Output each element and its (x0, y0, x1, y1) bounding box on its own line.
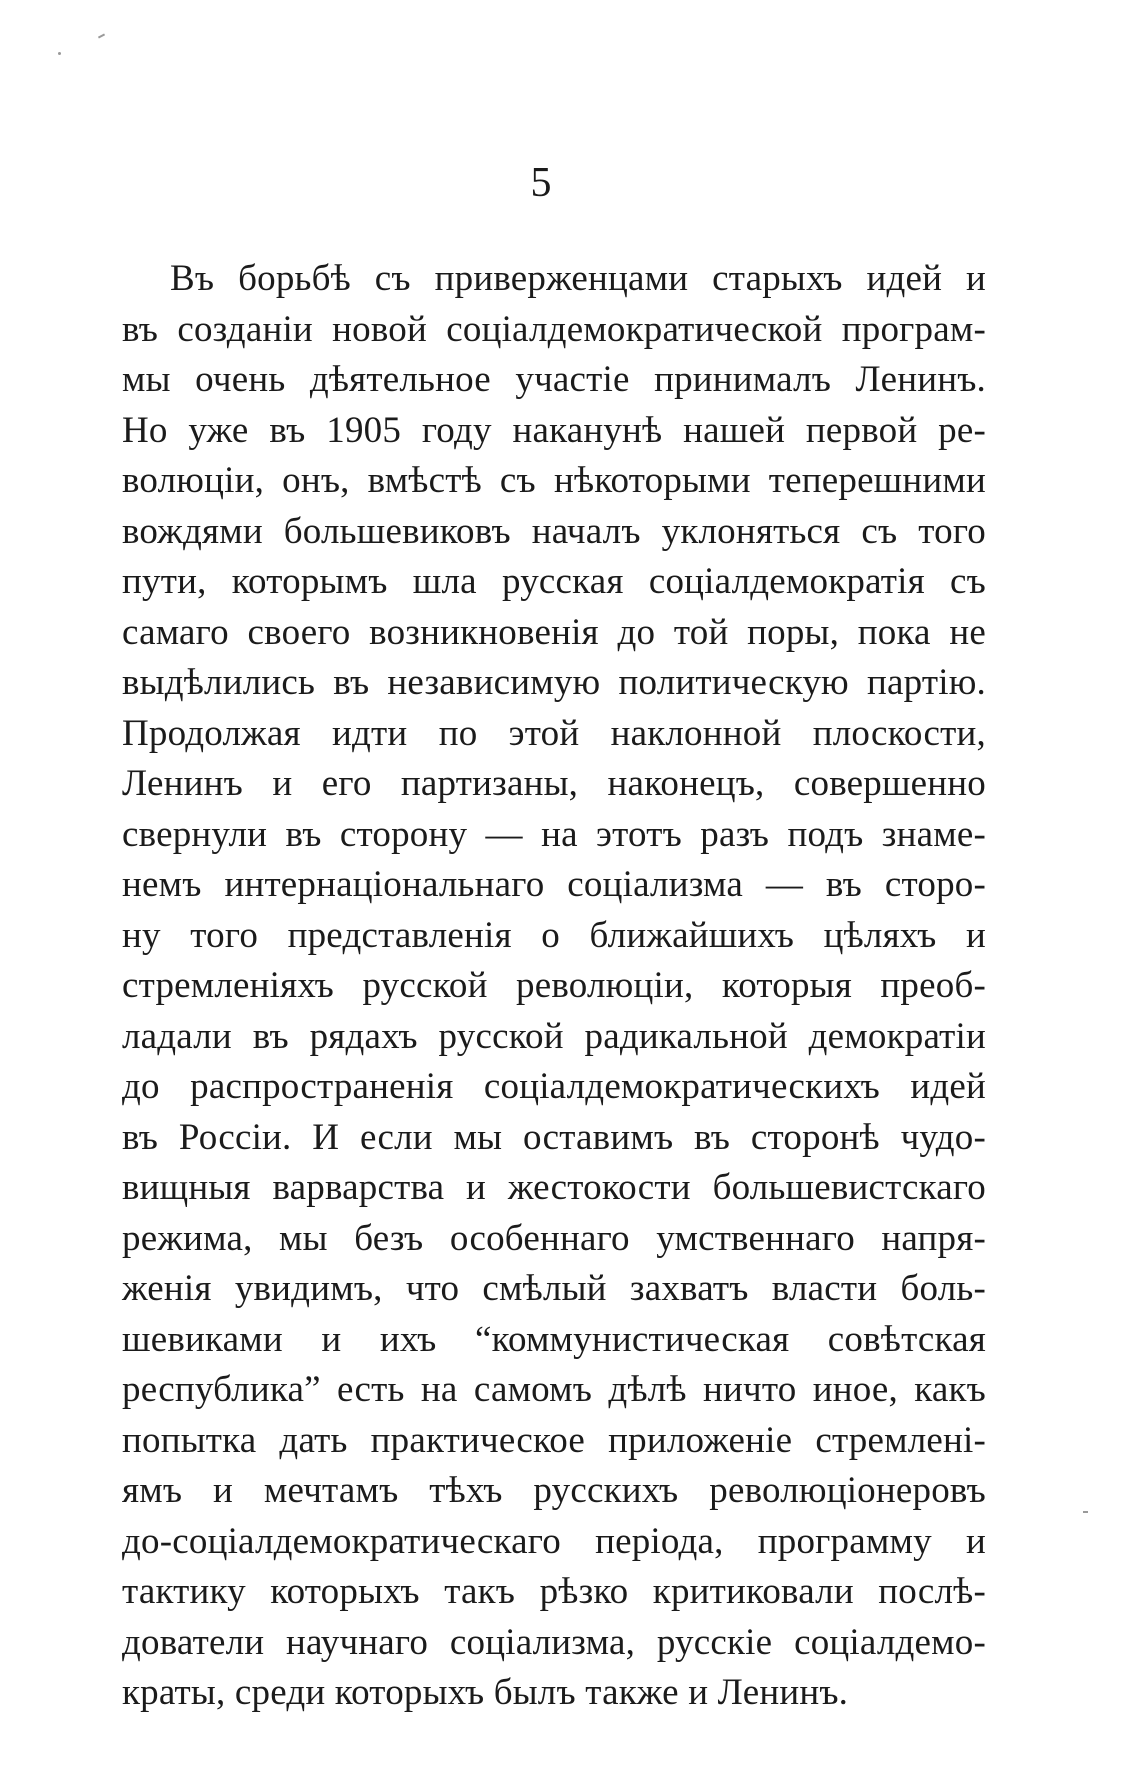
text-line: Но уже въ 1905 году наканунѣ нашей первой ре- (122, 409, 986, 451)
text-line: ямъ и мечтамъ тѣхъ русскихъ революціонеровъ (122, 1470, 986, 1511)
text-line: ну того представленія о ближайшихъ цѣляхъ и (122, 914, 986, 956)
text-line: стремленіяхъ русской революціи, которыя преоб- (122, 965, 986, 1006)
text-line: вищныя варварства и жестокости большевистскаго (122, 1167, 986, 1208)
text-line: дователи научнаго соціализма, русскіе соціалдемо- (122, 1621, 986, 1663)
text-line: до-соціалдемократическаго періода, программу и (122, 1520, 986, 1562)
text-line: немъ интернаціональнаго соціализма — въ сторо- (122, 864, 986, 905)
text-line: краты, среди которыхъ былъ также и Ленинъ. (122, 1672, 849, 1713)
text-line: мы очень дѣятельное участіе принималъ Ленинъ. (122, 359, 986, 400)
text-line: выдѣлились въ независимую политическую партію. (122, 662, 986, 703)
text-line: самаго своего возникновенія до той поры, пока не (122, 611, 986, 653)
text-line: Продолжая идти по этой наклонной плоскости, (122, 712, 986, 754)
text-line: Ленинъ и его партизаны, наконецъ, совершенно (122, 763, 986, 804)
text-line: въ Россіи. И если мы оставимъ въ сторонѣ чудо- (122, 1116, 986, 1158)
body-text (122, 254, 986, 1719)
text-line: женія увидимъ, что смѣлый захватъ власти боль- (122, 1268, 986, 1309)
page-number: 5 (530, 160, 552, 206)
text-line: республика” есть на самомъ дѣлѣ ничто иное, какъ (122, 1369, 986, 1410)
text-line: свернули въ сторону — на этотъ разъ подъ знаме- (122, 813, 986, 855)
ink-speck (58, 52, 61, 55)
text-line: волюціи, онъ, вмѣстѣ съ нѣкоторыми теперешними (122, 460, 986, 501)
text-line: шевиками и ихъ “коммунистическая совѣтская (122, 1318, 986, 1360)
text-line: попытка дать практическое приложеніе стремлені- (122, 1419, 986, 1461)
text-line: тактику которыхъ такъ рѣзко критиковали послѣ- (122, 1571, 986, 1612)
text-line: пути, которымъ шла русская соціалдемократія съ (122, 561, 986, 602)
ink-speck (1083, 1511, 1088, 1513)
text-line: вождями большевиковъ началъ уклоняться съ того (122, 510, 986, 552)
text-line: до распространенія соціалдемократическихъ идей (122, 1066, 986, 1107)
text-line: ладали въ рядахъ русской радикальной демократіи (122, 1015, 986, 1057)
ink-speck (98, 33, 105, 38)
text-line: въ созданіи новой соціалдемократической програм- (122, 308, 986, 350)
text-line: режима, мы безъ особеннаго умственнаго напря- (122, 1217, 986, 1259)
text-line: Въ борьбѣ съ приверженцами старыхъ идей и (170, 258, 986, 299)
